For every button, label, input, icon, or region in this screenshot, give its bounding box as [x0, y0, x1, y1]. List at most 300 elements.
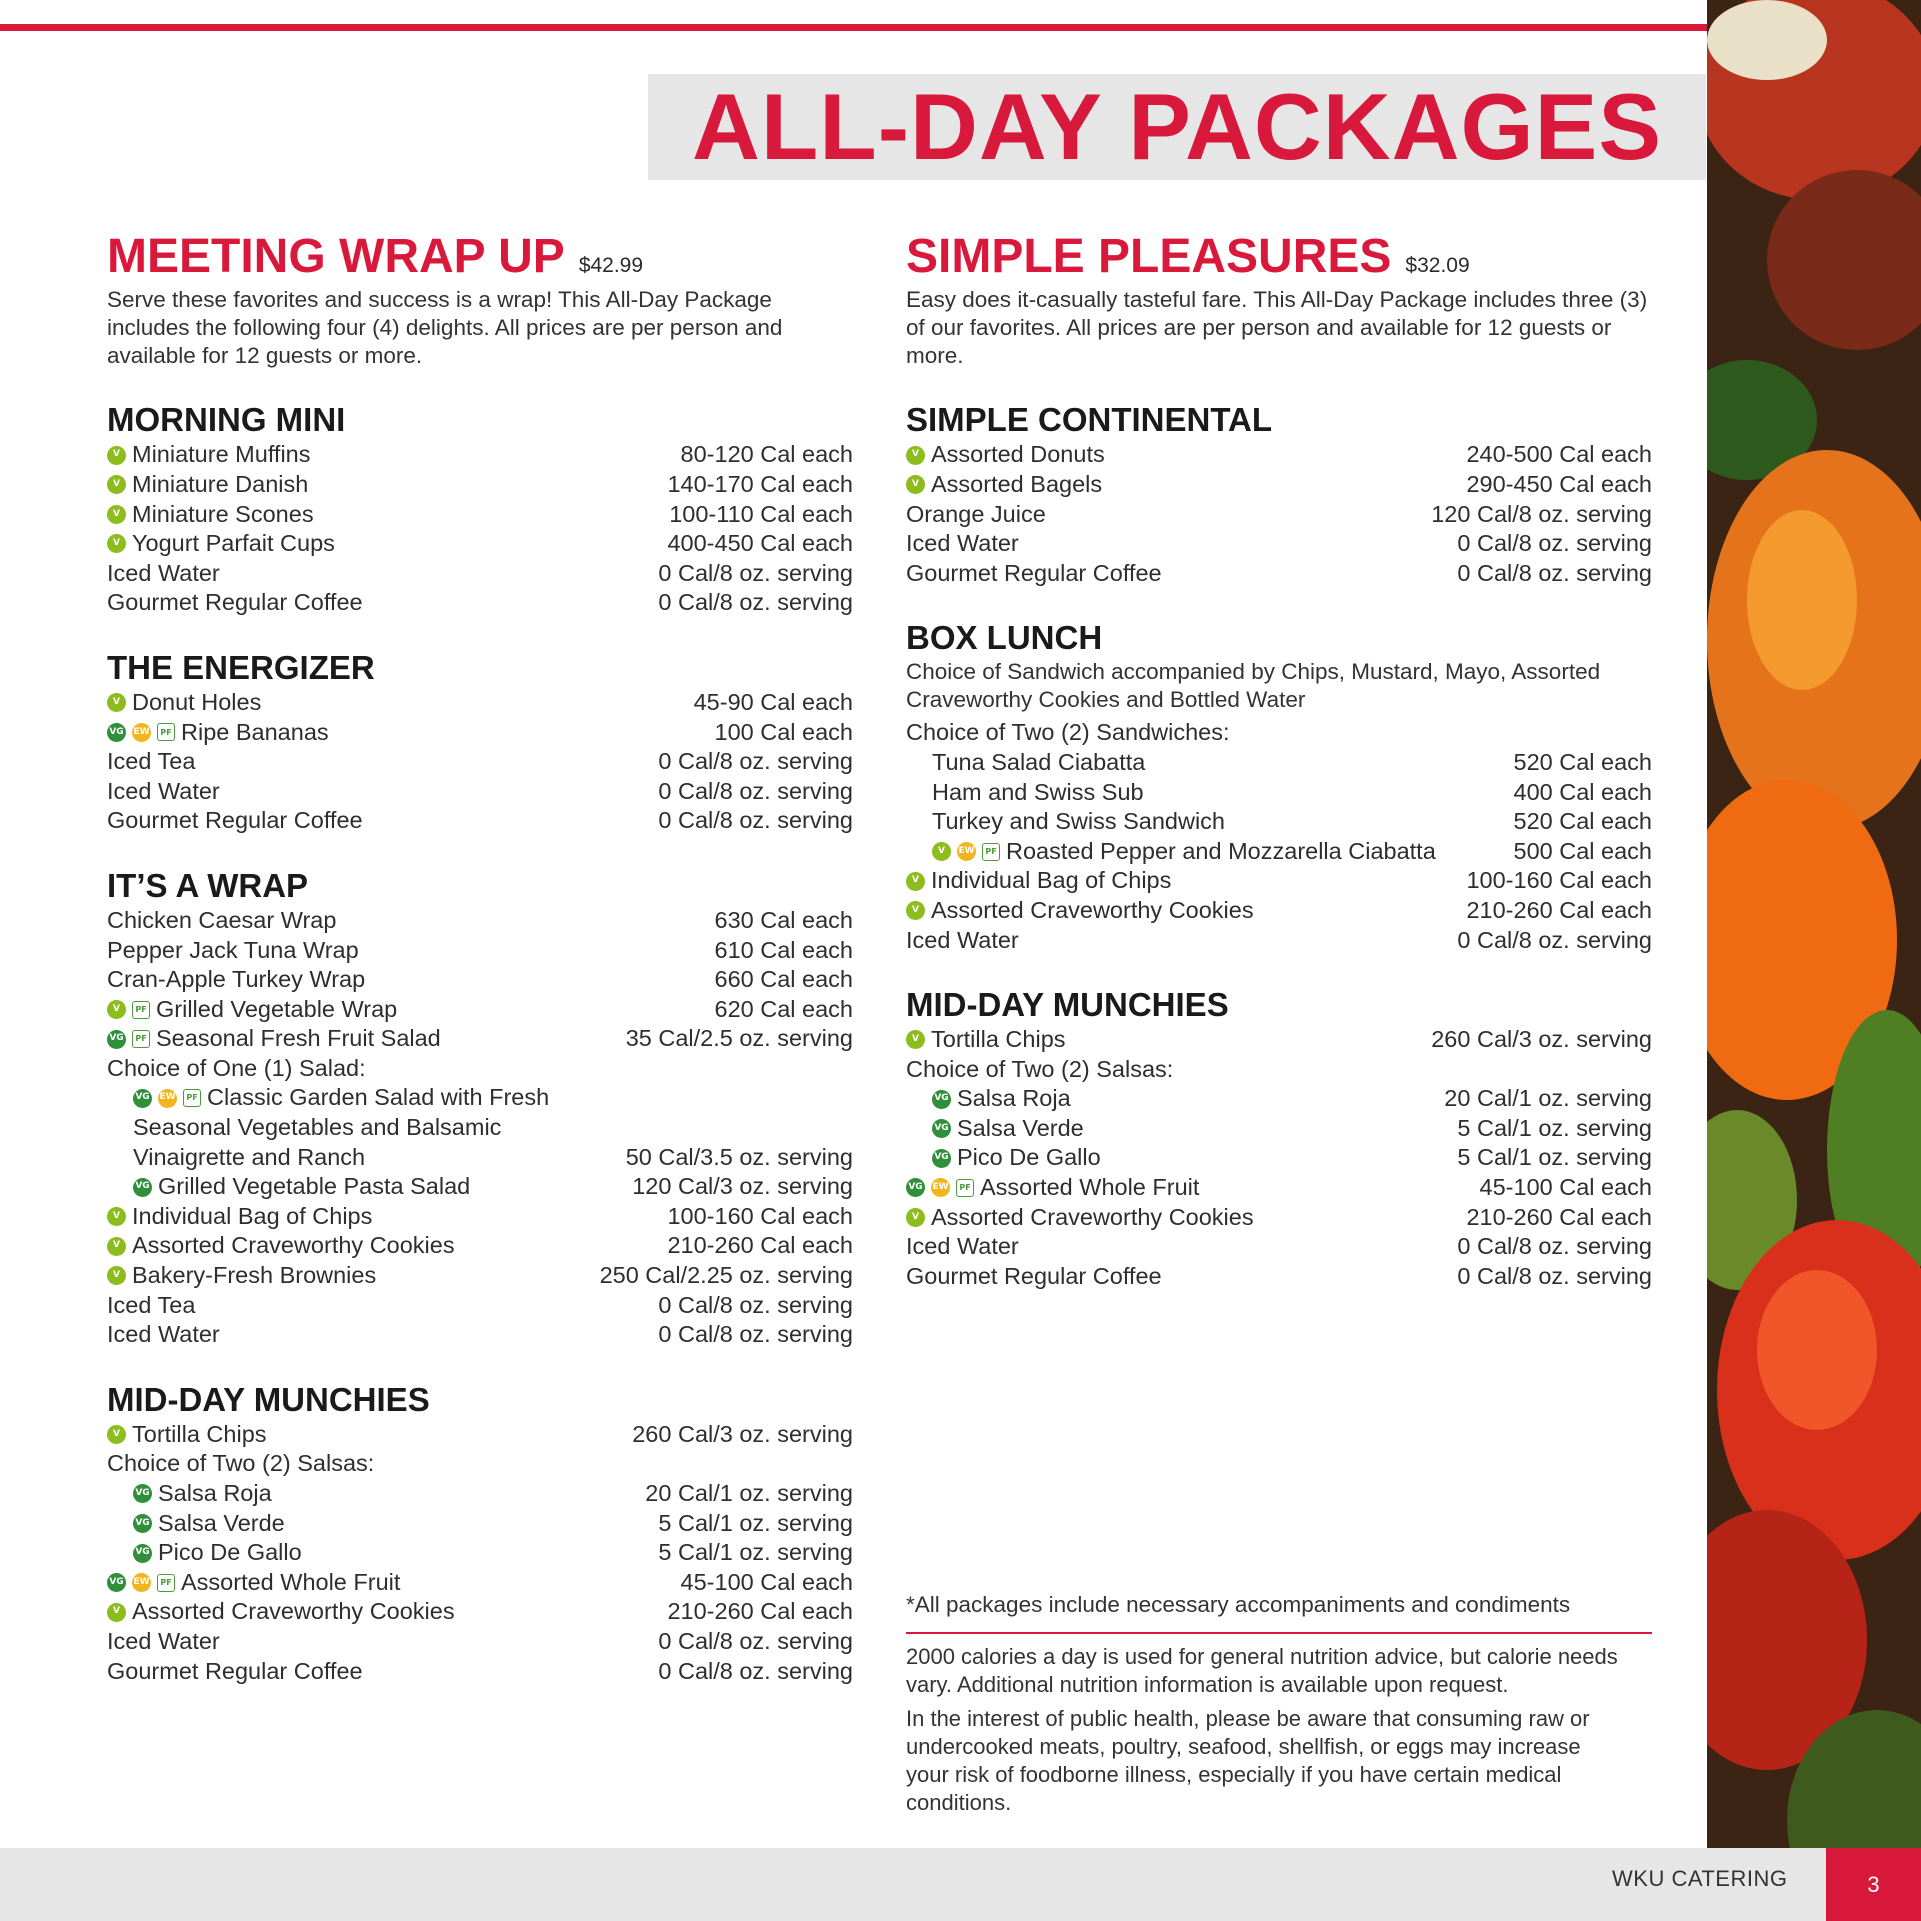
- vegan-badge-icon: VG: [932, 1149, 951, 1168]
- package-meeting-wrap-up: [107, 232, 853, 1686]
- menu-item-name: Salsa Verde: [158, 1509, 285, 1536]
- section-spacer: [906, 955, 1652, 985]
- menu-item-calories: 290-450 Cal each: [1466, 470, 1652, 497]
- menu-item-calories: 50 Cal/3.5 oz. serving: [625, 1143, 853, 1170]
- menu-item-calories: 100-160 Cal each: [667, 1202, 853, 1229]
- menu-item-calories: 20 Cal/1 oz. serving: [645, 1480, 853, 1507]
- menu-item-name-group: [906, 926, 1019, 956]
- vegetarian-badge-icon: V: [107, 446, 126, 465]
- package-price: $42.99: [578, 254, 644, 277]
- menu-item-calories: 0 Cal/8 oz. serving: [658, 748, 853, 775]
- menu-item-name-group: [107, 1479, 272, 1509]
- menu-item-calories: 0 Cal/8 oz. serving: [1457, 1262, 1652, 1289]
- vegan-badge-icon: VG: [107, 723, 126, 742]
- menu-item-name-group: [906, 529, 1019, 559]
- menu-item-name-group: [906, 1025, 1066, 1055]
- plant-forward-badge-icon: PF: [157, 1574, 175, 1592]
- menu-item-row: [107, 1509, 853, 1539]
- menu-item-row: [906, 1025, 1652, 1055]
- menu-item-row: [906, 470, 1652, 500]
- menu-item-name-group: [107, 500, 314, 530]
- menu-item-row: [906, 1203, 1652, 1233]
- menu-item-name: Iced Water: [906, 926, 1019, 953]
- menu-section: [906, 400, 1652, 588]
- menu-item-name-group: [906, 778, 1144, 808]
- menu-item-name-group: [107, 1568, 400, 1598]
- title-band: [648, 74, 1706, 180]
- menu-item-name: Pico De Gallo: [957, 1144, 1101, 1171]
- menu-item-name: Cran-Apple Turkey Wrap: [107, 966, 366, 993]
- menu-item-name-group: [107, 688, 261, 718]
- menu-item-row: [107, 1261, 853, 1291]
- menu-item-name-group: [107, 1291, 195, 1321]
- menu-item-name: Iced Water: [107, 559, 220, 586]
- menu-item-row: [107, 1320, 853, 1350]
- menu-item-name: Seasonal Vegetables and Balsamic: [133, 1114, 502, 1141]
- menu-item-row: [906, 926, 1652, 956]
- vegan-badge-icon: VG: [133, 1178, 152, 1197]
- menu-item-row: [107, 965, 853, 995]
- section-title: MID-DAY MUNCHIES: [107, 1380, 430, 1418]
- menu-item-name: Gourmet Regular Coffee: [107, 1657, 363, 1684]
- menu-item-name-group: [107, 906, 336, 936]
- menu-item-calories: 250 Cal/2.25 oz. serving: [599, 1262, 853, 1289]
- footer-brand: WKU CATERING: [1612, 1866, 1788, 1891]
- menu-item-name-group: [107, 1420, 267, 1450]
- menu-item-name: Seasonal Fresh Fruit Salad: [156, 1025, 441, 1052]
- menu-item-row: [107, 1231, 853, 1261]
- menu-item-calories: 630 Cal each: [714, 906, 853, 933]
- menu-item-name-group: [906, 718, 1230, 748]
- menu-section: [906, 618, 1652, 955]
- menu-item-name-group: [107, 1024, 441, 1054]
- menu-item-name: Classic Garden Salad with Fresh: [207, 1084, 550, 1111]
- menu-item-row: [906, 748, 1652, 778]
- menu-item-name: Choice of Two (2) Sandwiches:: [906, 719, 1230, 746]
- menu-item-row: [107, 1627, 853, 1657]
- menu-item-name: Pico De Gallo: [158, 1539, 302, 1566]
- menu-item-calories: 5 Cal/1 oz. serving: [658, 1509, 853, 1536]
- menu-item-name: Choice of Two (2) Salsas:: [906, 1055, 1174, 1082]
- menu-item-name: Individual Bag of Chips: [931, 867, 1172, 894]
- section-spacer: [107, 836, 853, 866]
- menu-item-name-group: [107, 718, 329, 748]
- plant-forward-badge-icon: PF: [157, 723, 175, 741]
- menu-item-name: Assorted Craveworthy Cookies: [132, 1598, 455, 1625]
- menu-item-name-group: [906, 1143, 1101, 1173]
- menu-item-calories: 45-90 Cal each: [693, 688, 853, 715]
- menu-item-row: [107, 1449, 853, 1479]
- menu-item-name-group: [107, 1113, 501, 1143]
- menu-item-calories: 0 Cal/8 oz. serving: [1457, 1233, 1652, 1260]
- menu-item-name-group: [107, 529, 335, 559]
- menu-item-calories: 610 Cal each: [714, 936, 853, 963]
- menu-item-calories: 0 Cal/8 oz. serving: [1457, 926, 1652, 953]
- plant-forward-badge-icon: PF: [183, 1089, 201, 1107]
- menu-item-calories: 400-450 Cal each: [667, 530, 853, 557]
- menu-item-calories: 210-260 Cal each: [667, 1232, 853, 1259]
- vegan-badge-icon: VG: [133, 1514, 152, 1533]
- menu-item-name-group: [107, 1261, 376, 1291]
- menu-item-name-group: [906, 1114, 1084, 1144]
- menu-item-calories: 520 Cal each: [1513, 808, 1652, 835]
- menu-item-row: [107, 1479, 853, 1509]
- menu-item-row: [107, 1291, 853, 1321]
- menu-item-row: [906, 807, 1652, 837]
- menu-item-name: Grilled Vegetable Wrap: [156, 995, 398, 1022]
- eat-well-badge-icon: EW: [931, 1178, 950, 1197]
- plant-forward-badge-icon: PF: [132, 1030, 150, 1048]
- menu-item-row: [906, 1232, 1652, 1262]
- menu-item-row: [906, 718, 1652, 748]
- plant-forward-badge-icon: PF: [956, 1179, 974, 1197]
- menu-item-row: [107, 1657, 853, 1687]
- menu-section: [906, 985, 1652, 1291]
- menu-item-calories: 0 Cal/8 oz. serving: [658, 589, 853, 616]
- menu-item-calories: 5 Cal/1 oz. serving: [658, 1539, 853, 1566]
- section-title: IT’S A WRAP: [107, 866, 309, 904]
- menu-item-row: [906, 1262, 1652, 1292]
- menu-item-calories: 45-100 Cal each: [1479, 1174, 1652, 1201]
- package-sections: [107, 370, 853, 1686]
- menu-item-name: Gourmet Regular Coffee: [906, 1262, 1162, 1289]
- menu-item-calories: 100 Cal each: [714, 718, 853, 745]
- menu-item-name: Turkey and Swiss Sandwich: [932, 808, 1226, 835]
- section-spacer: [107, 1350, 853, 1380]
- menu-item-name-group: [906, 1055, 1173, 1085]
- menu-item-row: [107, 500, 853, 530]
- menu-item-calories: 100-110 Cal each: [669, 500, 853, 527]
- section-spacer: [107, 618, 853, 648]
- menu-item-calories: 0 Cal/8 oz. serving: [658, 1627, 853, 1654]
- eat-well-badge-icon: EW: [132, 723, 151, 742]
- menu-item-calories: 35 Cal/2.5 oz. serving: [625, 1025, 853, 1052]
- package-title: MEETING WRAP UP: [107, 230, 565, 283]
- vegetarian-badge-icon: V: [107, 1266, 126, 1285]
- menu-item-row: [107, 1420, 853, 1450]
- food-photo: [1707, 0, 1921, 1921]
- menu-section: [107, 648, 853, 836]
- menu-item-calories: 0 Cal/8 oz. serving: [658, 1291, 853, 1318]
- menu-item-calories: 100-160 Cal each: [1466, 867, 1652, 894]
- menu-item-name-group: [906, 440, 1105, 470]
- menu-item-calories: 120 Cal/8 oz. serving: [1431, 500, 1652, 527]
- menu-item-name: Pepper Jack Tuna Wrap: [107, 936, 359, 963]
- menu-item-name-group: [107, 1538, 302, 1568]
- menu-item-name: Gourmet Regular Coffee: [906, 559, 1162, 586]
- menu-item-row: [107, 1083, 853, 1113]
- menu-item-calories: 660 Cal each: [714, 966, 853, 993]
- menu-item-name-group: [906, 896, 1254, 926]
- menu-item-name: Iced Water: [906, 1233, 1019, 1260]
- vegetarian-badge-icon: V: [906, 446, 925, 465]
- menu-item-row: [107, 1202, 853, 1232]
- menu-item-name: Miniature Muffins: [132, 441, 311, 468]
- menu-item-name: Assorted Craveworthy Cookies: [931, 896, 1254, 923]
- menu-item-row: [906, 1173, 1652, 1203]
- menu-item-row: [107, 688, 853, 718]
- section-intro: Choice of Sandwich accompanied by Chips, Mustard, Mayo, Assorted Craveworthy Cookies and Bottled Water: [906, 659, 1601, 713]
- menu-item-row: [906, 1055, 1652, 1085]
- calorie-note: 2000 calories a day is used for general nutrition advice, but calorie needs vary. Additional nutrition information is available upon request.: [906, 1644, 1618, 1697]
- menu-section: [107, 400, 853, 618]
- menu-item-name-group: [906, 807, 1225, 837]
- package-sections: [906, 370, 1652, 1291]
- menu-item-name: Ripe Bananas: [181, 718, 329, 745]
- menu-item-calories: 0 Cal/8 oz. serving: [658, 1657, 853, 1684]
- vegetarian-badge-icon: V: [906, 475, 925, 494]
- menu-item-row: [906, 896, 1652, 926]
- menu-item-row: [107, 1597, 853, 1627]
- menu-item-calories: 5 Cal/1 oz. serving: [1457, 1114, 1652, 1141]
- menu-item-name: Iced Water: [906, 530, 1019, 557]
- page-title: ALL-DAY PACKAGES: [691, 74, 1663, 179]
- menu-section: [107, 1380, 853, 1686]
- menu-item-row: [107, 588, 853, 618]
- menu-item-calories: 210-260 Cal each: [1466, 1203, 1652, 1230]
- menu-item-row: [107, 1024, 853, 1054]
- menu-item-calories: 260 Cal/3 oz. serving: [1431, 1026, 1652, 1053]
- menu-item-calories: 0 Cal/8 oz. serving: [1457, 559, 1652, 586]
- menu-item-row: [107, 1538, 853, 1568]
- menu-item-name: Salsa Roja: [158, 1480, 272, 1507]
- plant-forward-badge-icon: PF: [132, 1001, 150, 1019]
- vegan-badge-icon: VG: [133, 1484, 152, 1503]
- menu-item-name-group: [107, 1657, 363, 1687]
- vegan-badge-icon: VG: [107, 1573, 126, 1592]
- package-header: [107, 232, 853, 282]
- vegetarian-badge-icon: V: [906, 1208, 925, 1227]
- package-header: [906, 232, 1652, 282]
- menu-item-name-group: [107, 1509, 285, 1539]
- section-title: THE ENERGIZER: [107, 648, 375, 686]
- menu-item-name-group: [107, 588, 363, 618]
- menu-item-calories: 45-100 Cal each: [680, 1568, 853, 1595]
- eat-well-badge-icon: EW: [158, 1089, 177, 1108]
- vegetarian-badge-icon: V: [932, 842, 951, 861]
- menu-item-name-group: [107, 1143, 365, 1173]
- vegetarian-badge-icon: V: [107, 1603, 126, 1622]
- menu-item-calories: 5 Cal/1 oz. serving: [1457, 1144, 1652, 1171]
- eat-well-badge-icon: EW: [132, 1573, 151, 1592]
- menu-item-name: Iced Tea: [107, 1291, 196, 1318]
- package-description: Serve these favorites and success is a wrap! This All-Day Package includes the following four (4) delights. All prices are per person and available for 12 guests or more.: [107, 287, 783, 369]
- menu-item-name: Assorted Donuts: [931, 441, 1105, 468]
- menu-item-name-group: [107, 1627, 220, 1657]
- menu-item-name: Donut Holes: [132, 688, 262, 715]
- section-spacer: [906, 370, 1652, 400]
- menu-item-row: [906, 1084, 1652, 1114]
- menu-item-name: Assorted Craveworthy Cookies: [931, 1203, 1254, 1230]
- menu-item-row: [906, 1114, 1652, 1144]
- menu-item-row: [107, 1054, 853, 1084]
- menu-item-name: Salsa Verde: [957, 1114, 1084, 1141]
- section-title: MID-DAY MUNCHIES: [906, 986, 1229, 1024]
- menu-item-name-group: [107, 995, 397, 1025]
- menu-item-name-group: [107, 747, 195, 777]
- menu-item-row: [906, 500, 1652, 530]
- menu-item-row: [107, 995, 853, 1025]
- menu-item-name-group: [906, 500, 1046, 530]
- vegetarian-badge-icon: V: [107, 693, 126, 712]
- vegetarian-badge-icon: V: [107, 1207, 126, 1226]
- menu-item-row: [107, 559, 853, 589]
- menu-item-calories: 80-120 Cal each: [680, 441, 853, 468]
- vegetarian-badge-icon: V: [107, 534, 126, 553]
- menu-item-calories: 120 Cal/3 oz. serving: [632, 1173, 853, 1200]
- menu-item-row: [107, 777, 853, 807]
- section-title: BOX LUNCH: [906, 619, 1103, 657]
- menu-item-row: [107, 440, 853, 470]
- menu-item-calories: 0 Cal/8 oz. serving: [658, 1321, 853, 1348]
- menu-item-row: [906, 1143, 1652, 1173]
- menu-item-row: [107, 1113, 853, 1143]
- eat-well-badge-icon: EW: [957, 842, 976, 861]
- vegan-badge-icon: VG: [906, 1178, 925, 1197]
- vegetarian-badge-icon: V: [107, 475, 126, 494]
- menu-item-calories: 0 Cal/8 oz. serving: [1457, 530, 1652, 557]
- menu-item-name-group: [906, 837, 1436, 867]
- menu-item-name: Orange Juice: [906, 500, 1046, 527]
- menu-item-name-group: [906, 470, 1102, 500]
- menu-item-calories: 0 Cal/8 oz. serving: [658, 777, 853, 804]
- menu-item-name: Iced Water: [107, 1321, 220, 1348]
- menu-item-name: Yogurt Parfait Cups: [132, 530, 335, 557]
- package-description: Easy does it-casually tasteful fare. This All-Day Package includes three (3) of our favorites. All prices are per person and available for 12 guests or more.: [906, 287, 1648, 369]
- menu-item-name-group: [906, 1173, 1199, 1203]
- menu-item-name-group: [906, 1232, 1019, 1262]
- menu-item-row: [906, 529, 1652, 559]
- menu-item-name-group: [906, 1084, 1071, 1114]
- notes-divider: [906, 1632, 1652, 1634]
- vegan-badge-icon: VG: [107, 1030, 126, 1049]
- menu-item-row: [107, 806, 853, 836]
- menu-item-name: Vinaigrette and Ranch: [133, 1143, 366, 1170]
- page-number: 3: [1867, 1871, 1880, 1897]
- menu-item-name: Assorted Whole Fruit: [181, 1568, 401, 1595]
- menu-item-calories: 0 Cal/8 oz. serving: [658, 559, 853, 586]
- menu-item-name: Miniature Danish: [132, 470, 309, 497]
- menu-item-name-group: [107, 470, 308, 500]
- package-title: SIMPLE PLEASURES: [906, 230, 1392, 283]
- menu-item-name: Chicken Caesar Wrap: [107, 906, 337, 933]
- menu-item-calories: 400 Cal each: [1513, 778, 1652, 805]
- menu-item-row: [107, 529, 853, 559]
- menu-item-name-group: [906, 1262, 1162, 1292]
- menu-item-name: Choice of One (1) Salad:: [107, 1054, 366, 1081]
- menu-item-name: Choice of Two (2) Salsas:: [107, 1450, 375, 1477]
- menu-item-name: Ham and Swiss Sub: [932, 778, 1144, 805]
- menu-item-calories: 210-260 Cal each: [1466, 896, 1652, 923]
- menu-item-name-group: [107, 1083, 549, 1113]
- menu-item-name: Gourmet Regular Coffee: [107, 589, 363, 616]
- menu-item-name-group: [107, 1202, 372, 1232]
- vegan-badge-icon: VG: [133, 1089, 152, 1108]
- menu-item-name: Tortilla Chips: [132, 1420, 267, 1447]
- menu-item-name: Tortilla Chips: [931, 1026, 1066, 1053]
- menu-item-row: [107, 470, 853, 500]
- menu-item-name: Bakery-Fresh Brownies: [132, 1262, 377, 1289]
- menu-item-name-group: [107, 936, 359, 966]
- menu-item-calories: 260 Cal/3 oz. serving: [632, 1420, 853, 1447]
- menu-item-name: Iced Water: [107, 1627, 220, 1654]
- vegan-badge-icon: VG: [932, 1090, 951, 1109]
- menu-item-name-group: [906, 748, 1145, 778]
- top-rule: [0, 24, 1707, 31]
- menu-item-name: Individual Bag of Chips: [132, 1202, 373, 1229]
- menu-item-row: [906, 778, 1652, 808]
- health-note: In the interest of public health, please be aware that consuming raw or undercooked meats, poultry, seafood, shellfish, or eggs may increase your risk of foodborne illness, especially if you have certain medical conditions.: [906, 1706, 1590, 1815]
- plant-forward-badge-icon: PF: [982, 843, 1000, 861]
- vegan-badge-icon: VG: [932, 1119, 951, 1138]
- menu-item-name-group: [906, 866, 1171, 896]
- menu-item-name-group: [107, 1449, 374, 1479]
- menu-item-row: [906, 440, 1652, 470]
- menu-item-row: [107, 936, 853, 966]
- page-number-box: [1826, 1848, 1921, 1921]
- menu-section: [107, 866, 853, 1350]
- menu-item-name-group: [107, 806, 363, 836]
- menu-item-calories: 20 Cal/1 oz. serving: [1444, 1085, 1652, 1112]
- section-title: SIMPLE CONTINENTAL: [906, 401, 1273, 439]
- menu-item-name: Salsa Roja: [957, 1085, 1071, 1112]
- vegetarian-badge-icon: V: [906, 901, 925, 920]
- packages-note: *All packages include necessary accompaniments and condiments: [906, 1592, 1571, 1617]
- menu-item-row: [107, 906, 853, 936]
- menu-item-row: [107, 1143, 853, 1173]
- menu-item-row: [107, 747, 853, 777]
- menu-item-calories: 500 Cal each: [1513, 837, 1652, 864]
- menu-item-name-group: [107, 965, 365, 995]
- menu-item-calories: 520 Cal each: [1513, 748, 1652, 775]
- menu-item-name: Assorted Bagels: [931, 470, 1103, 497]
- menu-item-name-group: [107, 1597, 455, 1627]
- menu-item-name-group: [107, 440, 311, 470]
- section-spacer: [107, 370, 853, 400]
- vegetarian-badge-icon: V: [107, 1237, 126, 1256]
- menu-item-name-group: [107, 559, 220, 589]
- menu-item-row: [906, 866, 1652, 896]
- menu-item-calories: 210-260 Cal each: [667, 1598, 853, 1625]
- menu-item-calories: 0 Cal/8 oz. serving: [658, 807, 853, 834]
- menu-item-row: [906, 837, 1652, 867]
- vegan-badge-icon: VG: [133, 1544, 152, 1563]
- menu-item-name: Roasted Pepper and Mozzarella Ciabatta: [1006, 837, 1436, 864]
- menu-item-row: [107, 1568, 853, 1598]
- menu-item-name: Iced Water: [107, 777, 220, 804]
- menu-item-name: Grilled Vegetable Pasta Salad: [158, 1173, 471, 1200]
- section-spacer: [906, 588, 1652, 618]
- menu-item-name-group: [107, 1054, 366, 1084]
- vegetarian-badge-icon: V: [107, 1000, 126, 1019]
- menu-item-name-group: [906, 1203, 1254, 1233]
- menu-item-calories: 620 Cal each: [714, 995, 853, 1022]
- menu-item-name-group: [107, 1172, 470, 1202]
- menu-item-name: Gourmet Regular Coffee: [107, 807, 363, 834]
- menu-item-name: Iced Tea: [107, 748, 196, 775]
- menu-item-name: Assorted Craveworthy Cookies: [132, 1232, 455, 1259]
- menu-item-name-group: [107, 1231, 455, 1261]
- package-simple-pleasures: [906, 232, 1652, 1291]
- vegetarian-badge-icon: V: [107, 505, 126, 524]
- vegetarian-badge-icon: V: [906, 872, 925, 891]
- package-price: $32.09: [1405, 254, 1470, 277]
- menu-item-row: [107, 1172, 853, 1202]
- menu-item-row: [107, 718, 853, 748]
- menu-item-calories: 140-170 Cal each: [667, 470, 853, 497]
- menu-item-row: [906, 559, 1652, 589]
- section-title: MORNING MINI: [107, 401, 346, 439]
